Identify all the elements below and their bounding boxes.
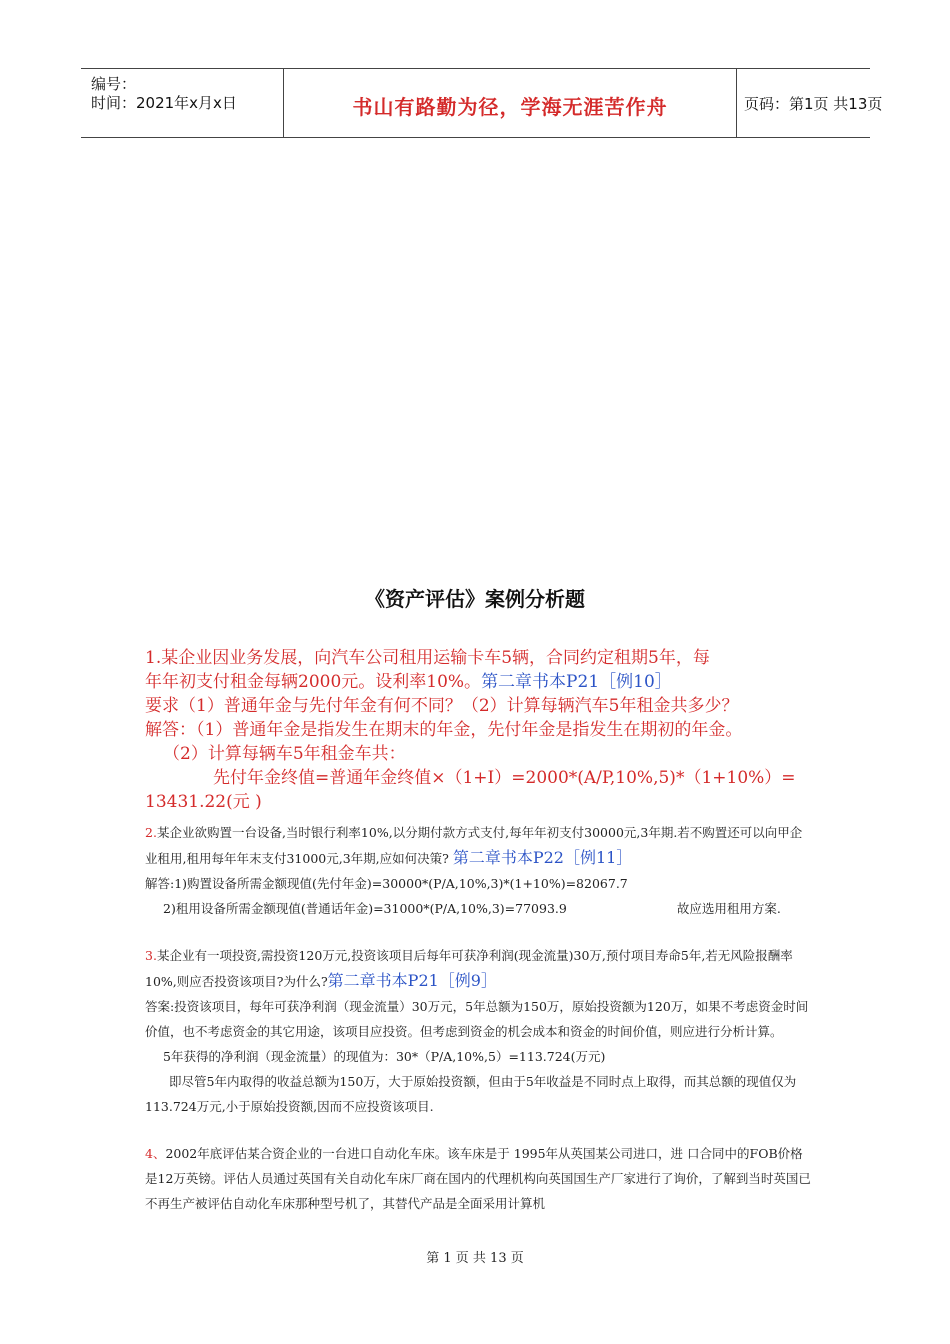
- header-info-cell: [81, 69, 283, 137]
- q1-line: 1.某企业因业务发展，向汽车公司租用运输卡车5辆，合同约定租期5年，每: [145, 648, 710, 668]
- q3-body: 某企业有一项投资,需投资120万元,投资该项目后每年可获净利润(现金流量)30万,预付项目寿命5年,若无风险报酬率10%,则应否投资该项目?为什么?: [145, 948, 793, 989]
- time-label: 时间：2021年x月x日: [91, 94, 237, 112]
- motto: 书山有路勤为径，学海无涯苦作舟: [352, 95, 668, 119]
- header-table: [81, 68, 883, 138]
- serial-label: 编号：: [91, 75, 137, 93]
- header-page-cell: [736, 69, 883, 137]
- q2-number: 2.: [145, 825, 157, 840]
- q1-reference: 第二章书本P21［例10］: [481, 672, 672, 692]
- question-4: [145, 1141, 813, 1216]
- q3-text: [145, 943, 813, 994]
- question-1: [145, 646, 815, 814]
- q1-formula: 先付年金终值=普通年金终值×（1+I）=2000*(A/P,10%,5)*（1+10%）=: [213, 768, 796, 788]
- header-motto-cell: [283, 69, 737, 137]
- q1-answer: 解答：（1）普通年金是指发生在期末的年金，先付年金是指发生在期初的年金。: [145, 720, 743, 740]
- question-3: [145, 943, 813, 1119]
- q1-result: 13431.22(元 ): [145, 792, 262, 812]
- q4-number: 4、: [145, 1146, 166, 1161]
- q2-answer-text: 2)租用设备所需金额现值(普通话年金)=31000*(P/A,10%,3)=77093.9: [163, 901, 567, 916]
- q2-conclusion: 故应选用租用方案.: [676, 901, 781, 916]
- q2-body: 某企业欲购置一台设备,当时银行利率10%,以分期付款方式支付,每年年初支付30000元,3年期.若不购置还可以向甲企业租用,租用每年年末支付31000元,3年期,应如何决策?: [145, 825, 803, 866]
- q1-requirement: 要求（1）普通年金与先付年金有何不同？（2）计算每辆汽车5年租金共多少？: [145, 696, 739, 716]
- document-title: 《资产评估》案例分析题: [365, 587, 585, 611]
- q3-number: 3.: [145, 948, 157, 963]
- q2-answer: 解答:1)购置设备所需金额现值(先付年金)=30000*(P/A,10%,3)*(1+10%)=82067.7: [145, 876, 628, 891]
- q2-text: [145, 820, 813, 871]
- q3-answer: 答案:投资该项目，每年可获净利润（现金流量）30万元，5年总额为150万，原始投资额为120万，如果不考虑资金时间价值，也不考虑资金的其它用途，该项目应投资。但考虑到资金的机会成本和资金的时间价值，则应进行分析计算。: [145, 999, 809, 1039]
- page-footer: 第 1 页 共 13 页: [426, 1251, 524, 1266]
- q1-line: [145, 670, 815, 694]
- page-info: 页码：第1页 共13页: [744, 95, 883, 113]
- q2-reference: 第二章书本P22［例11］: [452, 848, 633, 867]
- q3-conclusion: 即尽管5年内取得的收益总额为150万，大于原始投资额，但由于5年收益是不同时点上取得，而其总额的现值仅为113.724万元,小于原始投资额,因而不应投资该项目.: [145, 1074, 797, 1114]
- q4-body: 2002年底评估某合资企业的一台进口自动化车床。该车床是于 1995年从英国某公司进口，进 口合同中的FOB价格是12万英镑。评估人员通过英国有关自动化车床厂商在国内的代理机构向英国国生产厂家进行了询价，了解到当时英国已不再生产被评估自动化车床那种型号机了，其替代产品是全面采用计算机: [145, 1146, 811, 1211]
- q1-answer: （2）计算每辆车5年租金车共：: [163, 744, 406, 764]
- q2-answer: [145, 896, 813, 921]
- q3-present-value: 5年获得的净利润（现金流量）的现值为：30*（P/A,10%,5）=113.724(万元): [163, 1049, 606, 1064]
- q4-text: [145, 1141, 813, 1216]
- q3-reference: 第二章书本P21［例9］: [327, 971, 497, 990]
- question-2: [145, 820, 813, 921]
- q1-text: 年年初支付租金每辆2000元。设利率10%。: [145, 672, 482, 692]
